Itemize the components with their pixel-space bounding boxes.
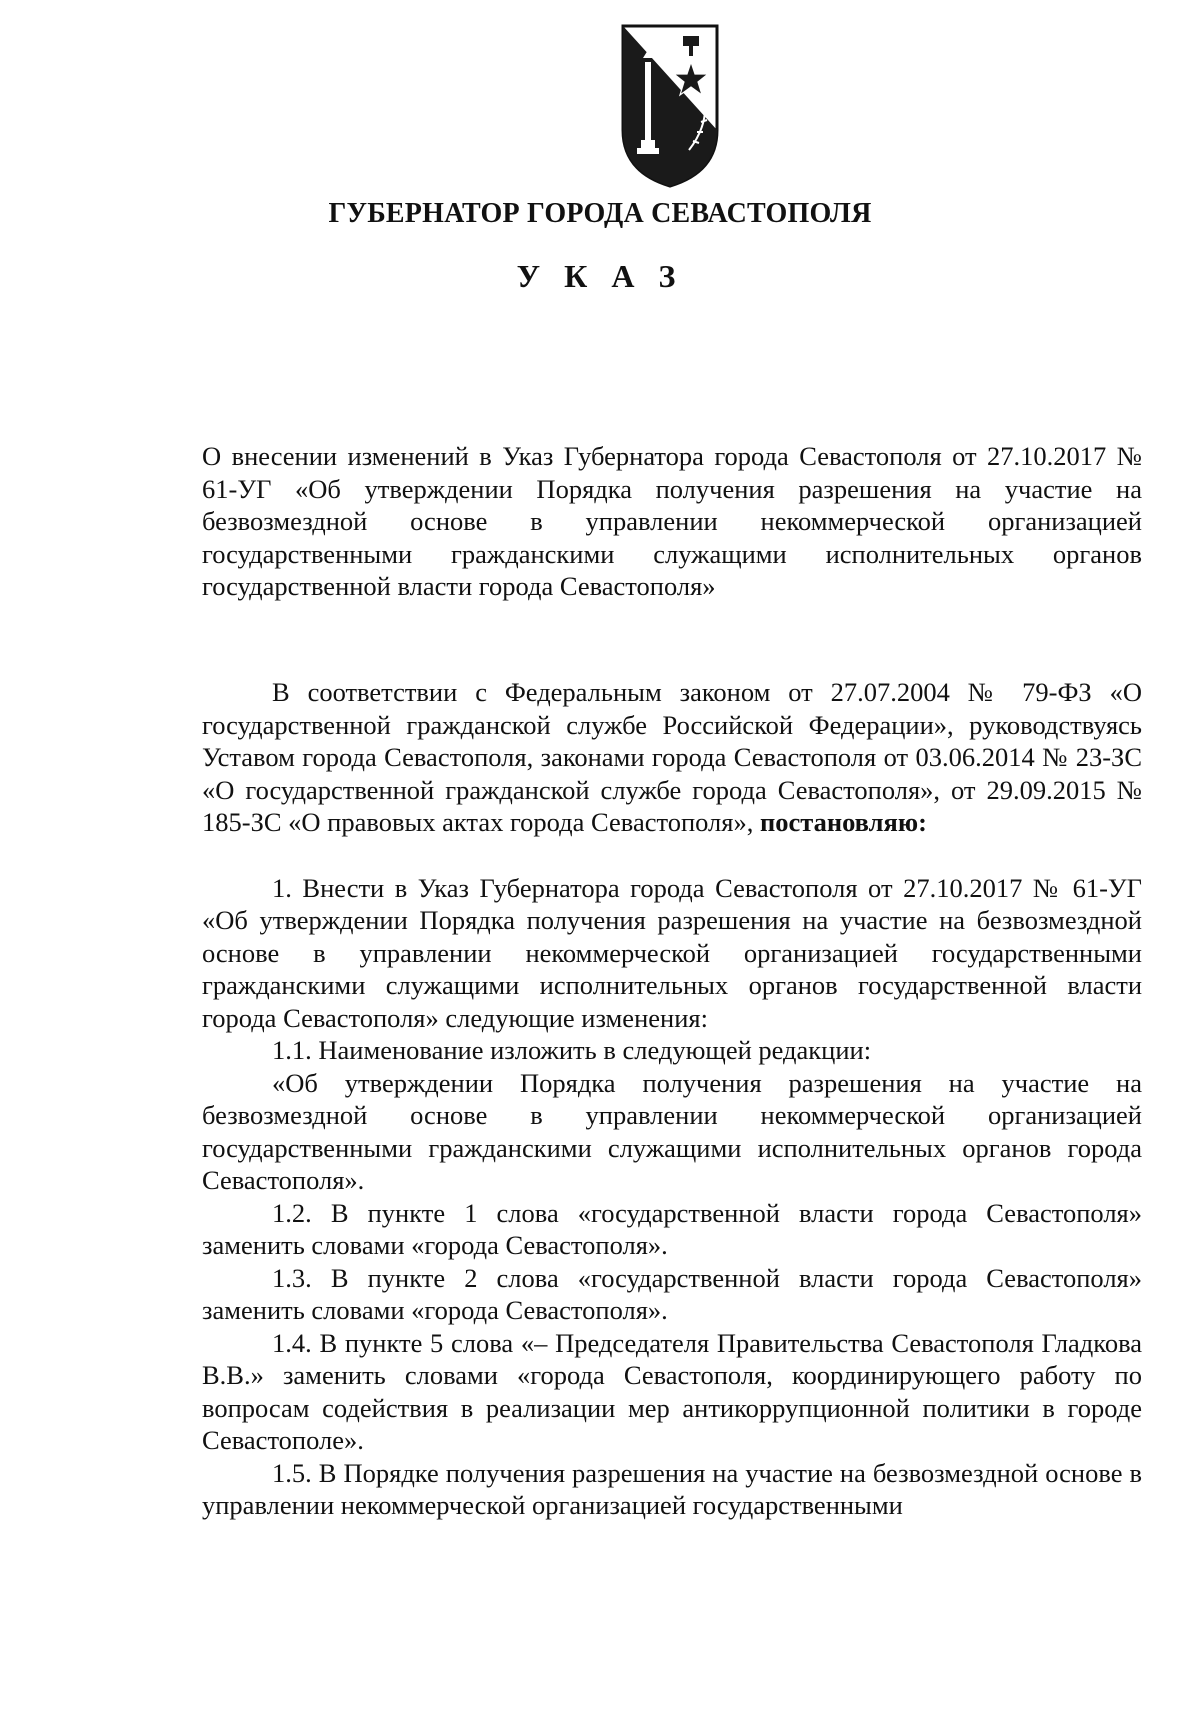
document-body	[202, 676, 1142, 1522]
item-paragraph: 1.3. В пункте 2 слова «государственной власти города Севастополя» заменить словами «города Севастополя».	[202, 1262, 1142, 1325]
document-title: О внесении изменений в Указ Губернатора города Севастополя от 27.10.2017 № 61-УГ «Об утверждении Порядка получения разрешения на участие на безвозмездной основе в управлении некоммерческой организацией государственными гражданскими служащими исполнительных органов государственной власти города Севастополя»	[202, 441, 1142, 601]
item-paragraph: 1.4. В пункте 5 слова «– Председателя Правительства Севастополя Гладкова В.В.» заменить словами «города Севастополя, координирующего работу по вопросам содействия в реализации мер антикоррупционной политики в городе Севастополе».	[202, 1327, 1142, 1455]
item-paragraph: 1.1. Наименование изложить в следующей редакции:	[272, 1035, 872, 1065]
item-paragraph: 1.2. В пункте 1 слова «государственной власти города Севастополя» заменить словами «города Севастополя».	[202, 1197, 1142, 1260]
document-type: У К А З	[516, 258, 684, 294]
sevastopol-coat-of-arms-icon	[619, 22, 721, 189]
decree-word: постановляю:	[759, 807, 927, 837]
item-paragraph: 1. Внести в Указ Губернатора города Севастополя от 27.10.2017 № 61-УГ «Об утверждении Порядка получения разрешения на участие на безвозмездной основе в управлении некоммерческой организацией государственными гражданскими служащими исполнительных органов государственной власти города Севастополя» следующие изменения:	[202, 872, 1142, 1033]
issuing-authority: ГУБЕРНАТОР ГОРОДА СЕВАСТОПОЛЯ	[328, 198, 872, 229]
paragraph-spacer	[202, 839, 1142, 872]
preamble-paragraph	[202, 676, 1142, 839]
preamble-text: В соответствии с Федеральным законом от 27.07.2004 № 79-ФЗ «О государственной гражданской службе Российской Федерации», руководствуясь Уставом города Севастополя, законами города Севастополя от 03.06.2014 № 23-ЗС «О государственной гражданской службе города Севастополя», от 29.09.2015 № 185-ЗС «О правовых актах города Севастополя»,	[202, 677, 1142, 837]
item-paragraph: 1.5. В Порядке получения разрешения на участие на безвозмездной основе в управлении некоммерческой организацией государственными	[202, 1457, 1142, 1520]
item-paragraph: «Об утверждении Порядка получения разрешения на участие на безвозмездной основе в управлении некоммерческой организацией государственными гражданскими служащими исполнительных органов города Севастополя».	[202, 1067, 1142, 1195]
